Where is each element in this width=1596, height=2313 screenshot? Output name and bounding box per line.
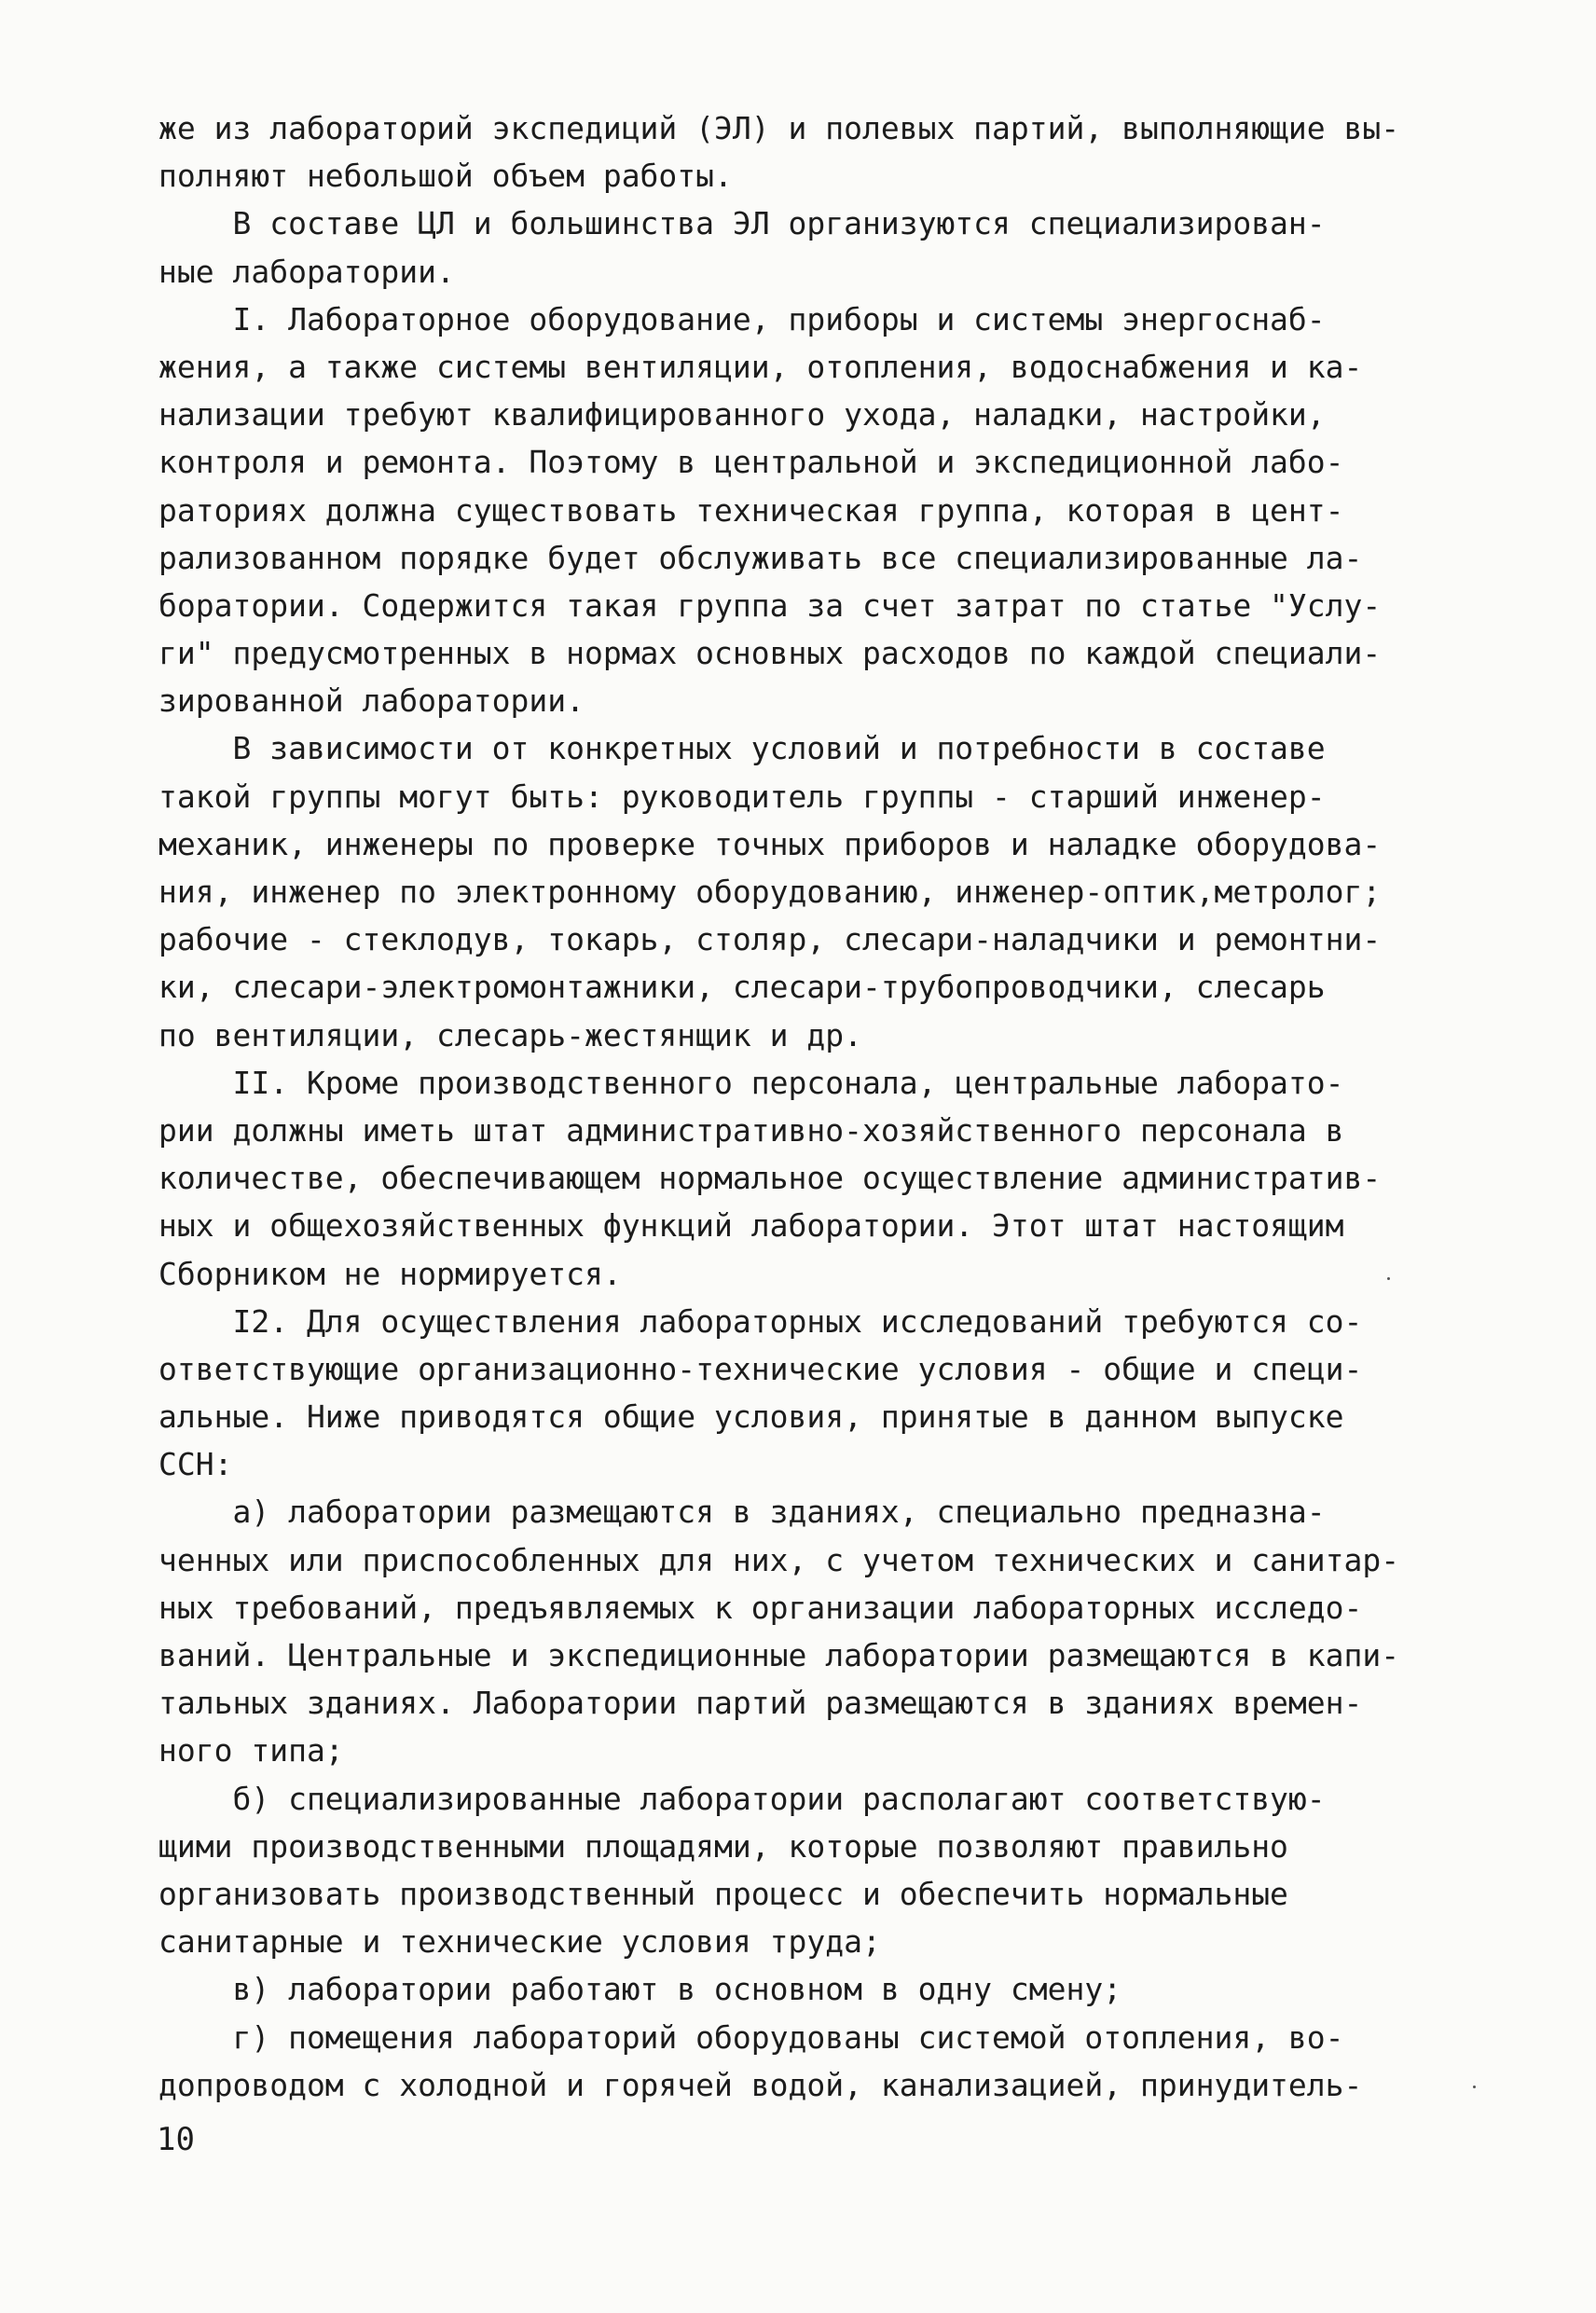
- text-line: ги" предусмотренных в нормах основных расходов по каждой специали-: [158, 635, 1382, 672]
- text-line: ССН:: [158, 1446, 233, 1483]
- text-line: ного типа;: [158, 1732, 344, 1769]
- text-line: жения, а также системы вентиляции, отопления, водоснабжения и ка-: [158, 348, 1363, 385]
- page-number: 10: [157, 2121, 195, 2158]
- text-line: ченных или приспособленных для них, с учетом технических и санитар-: [158, 1541, 1400, 1578]
- text-line: зированной лаборатории.: [158, 682, 585, 720]
- text-line: по вентиляции, слесарь-жестянщик и др.: [158, 1016, 862, 1053]
- scan-speck: [1473, 2086, 1476, 2088]
- text-line: В составе ЦЛ и большинства ЭЛ организуются специализирован-: [158, 205, 1326, 242]
- text-line: г) помещения лабораторий оборудованы системой отопления, во-: [158, 2018, 1344, 2056]
- text-line: а) лаборатории размещаются в зданиях, специально предназна-: [158, 1494, 1326, 1531]
- text-line: нализации требуют квалифицированного ухода, наладки, настройки,: [158, 396, 1326, 434]
- text-line: II. Кроме производственного персонала, центральные лаборато-: [158, 1064, 1344, 1101]
- text-line: санитарные и технические условия труда;: [158, 1923, 881, 1961]
- text-line: рализованном порядке будет обслуживать все специализированные ла-: [158, 539, 1363, 576]
- text-line: ваний. Центральные и экспедиционные лаборатории размещаются в капи-: [158, 1637, 1400, 1673]
- body-text: [158, 104, 1478, 2109]
- text-line: допроводом с холодной и горячей водой, канализацией, принудитель-: [158, 2066, 1363, 2103]
- text-line: количестве, обеспечивающем нормальное осуществление административ-: [158, 1160, 1382, 1197]
- text-line: полняют небольшой объем работы.: [158, 158, 733, 195]
- text-line: б) специализированные лаборатории располагают соответствую-: [158, 1780, 1326, 1817]
- text-line: в) лаборатории работают в основном в одну смену;: [158, 1971, 1122, 2008]
- text-line: механик, инженеры по проверке точных приборов и наладке оборудова-: [158, 825, 1382, 862]
- text-line: контроля и ремонта. Поэтому в центральной и экспедиционной лабо-: [158, 444, 1344, 481]
- text-line: ответствующие организационно-технические условия - общие и специ-: [158, 1350, 1363, 1387]
- text-line: же из лабораторий экспедиций (ЭЛ) и полевых партий, выполняющие вы-: [158, 110, 1400, 146]
- text-line: I2. Для осуществления лабораторных исследований требуются со-: [158, 1302, 1363, 1340]
- text-line: рабочие - стеклодув, токарь, столяр, слесари-наладчики и ремонтни-: [158, 921, 1382, 958]
- text-line: альные. Ниже приводятся общие условия, принятые в данном выпуске: [158, 1398, 1344, 1436]
- text-line: ки, слесари-электромонтажники, слесари-трубопроводчики, слесарь: [158, 969, 1326, 1006]
- text-line: ных и общехозяйственных функций лаборатории. Этот штат настоящим: [158, 1207, 1344, 1245]
- text-line: I. Лабораторное оборудование, приборы и системы энергоснаб-: [158, 300, 1326, 337]
- text-line: Сборником не нормируется.: [158, 1255, 622, 1292]
- text-line: такой группы могут быть: руководитель группы - старший инженер-: [158, 778, 1326, 815]
- text-line: ных требований, предъявляемых к организации лабораторных исследо-: [158, 1589, 1363, 1626]
- text-line: тальных зданиях. Лаборатории партий размещаются в зданиях времен-: [158, 1685, 1363, 1722]
- text-line: рии должны иметь штат административно-хозяйственного персонала в: [158, 1111, 1344, 1149]
- text-line: организовать производственный процесс и обеспечить нормальные: [158, 1875, 1288, 1912]
- text-line: раториях должна существовать техническая группа, которая в цент-: [158, 491, 1344, 529]
- text-line: щими производственными площадями, которые позволяют правильно: [158, 1827, 1288, 1865]
- scan-speck: [1387, 1277, 1390, 1280]
- text-line: ния, инженер по электронному оборудованию, инженер-оптик,метролог;: [158, 874, 1382, 910]
- text-line: боратории. Содержится такая группа за счет затрат по статье "Услу-: [158, 586, 1382, 624]
- text-line: ные лаборатории.: [158, 253, 455, 290]
- text-line: В зависимости от конкретных условий и потребности в составе: [158, 730, 1326, 767]
